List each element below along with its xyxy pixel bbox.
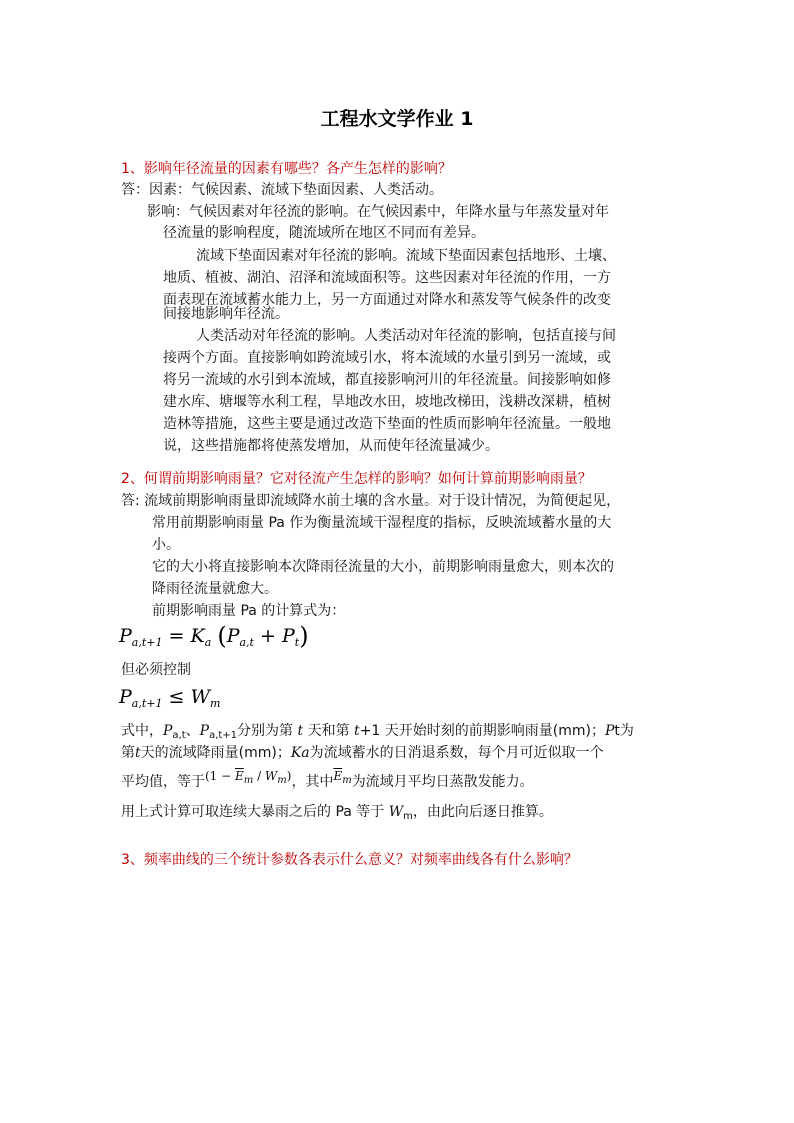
- q2-para-line: 小。: [152, 537, 180, 553]
- q1-para-line: 径流量的影响程度，随流域所在地区不同而有差异。: [163, 225, 485, 241]
- final-line: 用上式计算可取连续大暴雨之后的 Pa 等于 $W_m$，由此向后逐日推算。: [121, 804, 553, 822]
- q1-para-line: 将另一流域的水引到本流域，都直接影响河川的年径流量。间接影响如修: [163, 372, 611, 388]
- q1-para-line: 影响：气候因素对年径流的影响。在气候因素中，年降水量与年蒸发量对年: [147, 204, 609, 220]
- q1-answer-line: 答：因素：气候因素、流域下垫面因素、人类活动。: [121, 182, 443, 198]
- q2-para-line: 降雨径流量就愈大。: [152, 581, 278, 597]
- q1-para-line: 建水库、塘堰等水利工程，旱地改水田，坡地改梯田，浅耕改深耕，植树: [163, 394, 611, 410]
- q1-para-line: 间接地影响年径流。: [163, 306, 289, 322]
- q1-para-line: 地质、植被、湖泊、沼泽和流域面积等。这些因素对年径流的作用，一方: [163, 270, 611, 286]
- explain-line-3: 平均值，等于$(1 - \overline{E}_m / W_m)$，其中$\overline{E}_m$为流域月平均日蒸散发能力。: [121, 769, 534, 790]
- page-title: 工程水文学作业 1: [320, 108, 474, 130]
- q2-para-line: 它的大小将直接影响本次降雨径流量的大小，前期影响雨量愈大，则本次的: [152, 559, 614, 575]
- q1-para-line: 流域下垫面因素对年径流的影响。流域下垫面因素包括地形、土壤、: [196, 248, 616, 264]
- question-2: 2、何谓前期影响雨量？它对径流产生怎样的影响？如何计算前期影响雨量？: [121, 471, 592, 487]
- q1-para-line: 说，这些措施都将使蒸发增加，从而使年径流量减少。: [163, 438, 499, 454]
- formula-constraint: $P_{a,t+1} \le W_m$: [119, 686, 221, 710]
- question-3: 3、频率曲线的三个统计参数各表示什么意义？对频率曲线各有什么影响？: [121, 852, 578, 868]
- question-1: 1、影响年径流量的因素有哪些？各产生怎样的影响？: [121, 161, 452, 177]
- control-label: 但必须控制: [121, 662, 191, 678]
- q1-para-line: 接两个方面。直接影响如跨流域引水，将本流域的水量引到另一流域，或: [163, 350, 611, 366]
- q1-para-line: 面表现在流域蓄水能力上，另一方面通过对降水和蒸发等气候条件的改变: [163, 292, 611, 308]
- q1-para-line: 人类活动对年径流的影响。人类活动对年径流的影响，包括直接与间: [196, 328, 616, 344]
- explain-line-2: 第t天的流域降雨量(mm)；Ka为流域蓄水的日消退系数，每个月可近似取一个: [121, 745, 604, 761]
- q2-para-line: 前期影响雨量 Pa 的计算式为：: [152, 603, 346, 619]
- explain-line-1: 式中，$P_{a,t}$、$P_{a,t+1}$分别为第 t 天和第 t+1 天开始时刻的前期影响雨量(mm)；Pt为: [121, 723, 634, 741]
- q1-para-line: 造林等措施，这些主要是通过改造下垫面的性质而影响年径流量。一般地: [163, 416, 611, 432]
- q2-para-line: 答: 流域前期影响雨量即流域降水前土壤的含水量。对于设计情况，为简便起见，: [121, 493, 621, 509]
- q2-para-line: 常用前期影响雨量 Pa 作为衡量流域干湿程度的指标，反映流域蓄水量的大: [152, 515, 612, 531]
- formula-antecedent-rainfall: $P_{a,t+1} = K_a$ $(P_{a,t} + P_t)$: [119, 622, 309, 650]
